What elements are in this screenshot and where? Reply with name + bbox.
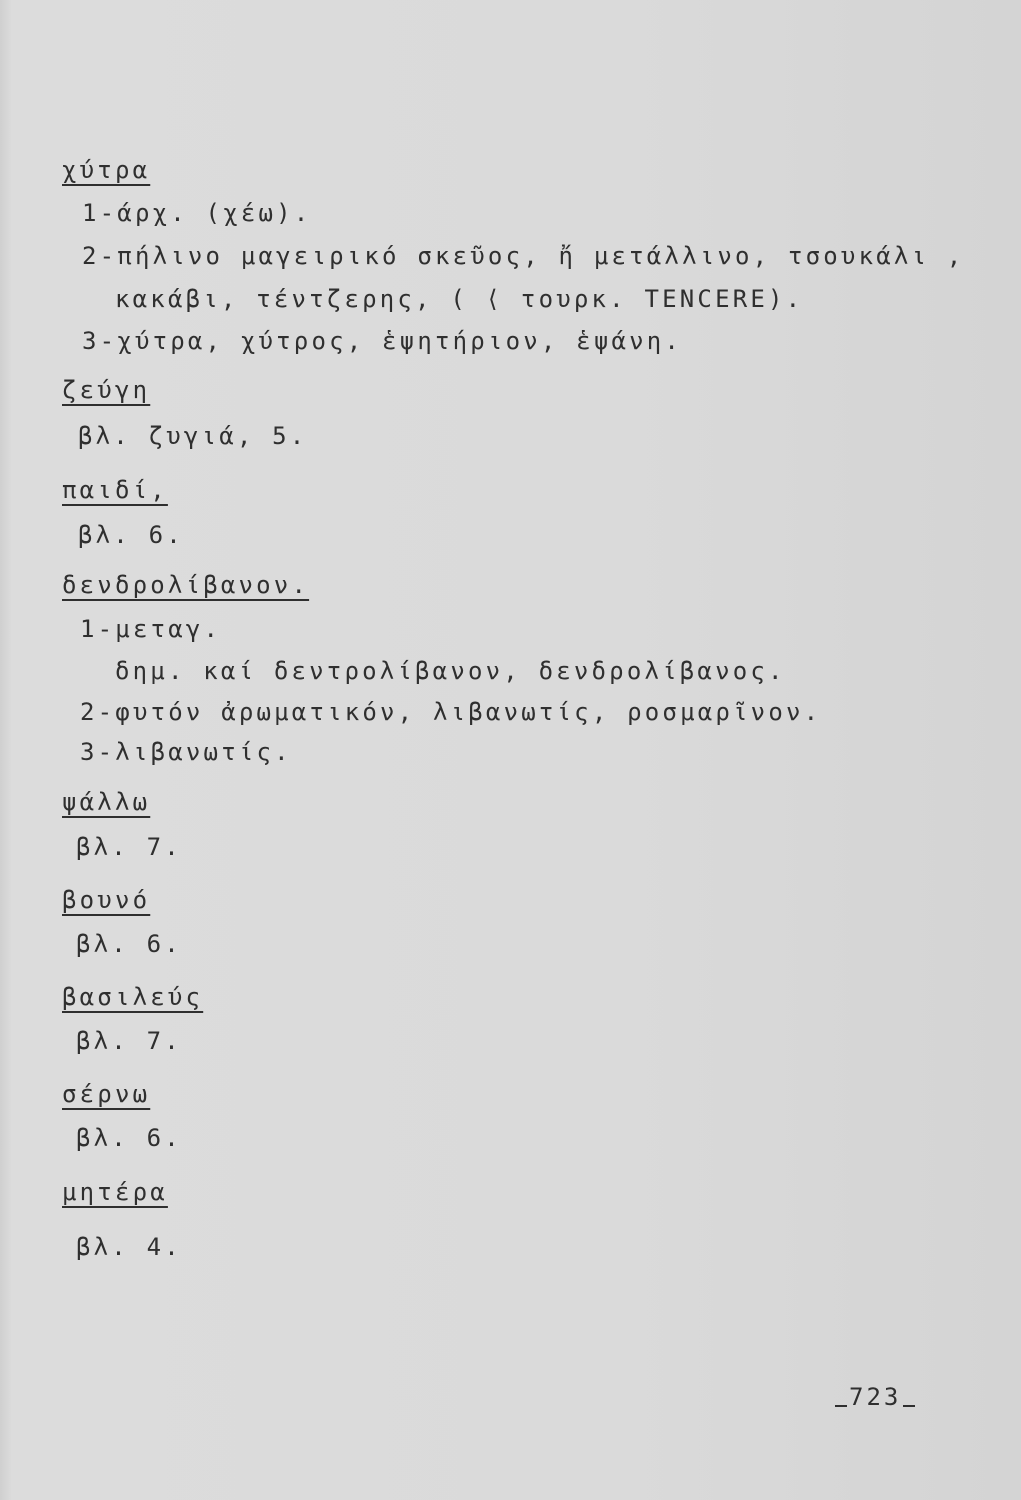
entry-line: 1-μεταγ. [80,615,222,643]
entry-headword: μητέρα [62,1178,168,1206]
entry-headword: ψάλλω [62,788,151,816]
entry-line: 2-φυτόν ἀρωματικόν, λιβανωτίς, ροσμαρῖνον. [80,698,822,726]
entry-line: 2-πήλινο μαγειρικό σκεῦος, ἤ μετάλλινο, τσουκάλι , [82,242,965,270]
entry-headword: δενδρολίβανον. [62,571,310,599]
entry-line: κακάβι, τέντζερης, ( ⟨ τουρκ. TENCERE). [115,285,804,313]
entry-line: 1-άρχ. (χέω). [82,199,312,227]
entry-line: 3-λιβανωτίς. [80,738,292,766]
entry-line: βλ. ζυγιά, 5. [78,422,308,450]
entry-line: βλ. 6. [76,1124,182,1152]
entry-headword: παιδί, [62,476,168,504]
entry-line: βλ. 6. [78,521,184,549]
entry-headword: σέρνω [62,1080,151,1108]
entry-headword: βασιλεύς [62,983,204,1011]
entry-line: βλ. 7. [76,833,182,861]
entry-line: βλ. 4. [76,1233,182,1261]
entry-line: δημ. καί δεντρολίβανον, δενδρολίβανος. [115,657,786,685]
entry-line: βλ. 6. [76,930,182,958]
entry-headword: ζεύγη [62,376,151,404]
entry-line: 3-χύτρα, χύτρος, ἑψητήριον, ἑψάνη. [82,327,683,355]
entry-headword: χύτρα [62,156,151,184]
entry-headword: βουνό [62,886,151,914]
page-number: 723 [835,1383,915,1411]
entry-line: βλ. 7. [76,1027,182,1055]
